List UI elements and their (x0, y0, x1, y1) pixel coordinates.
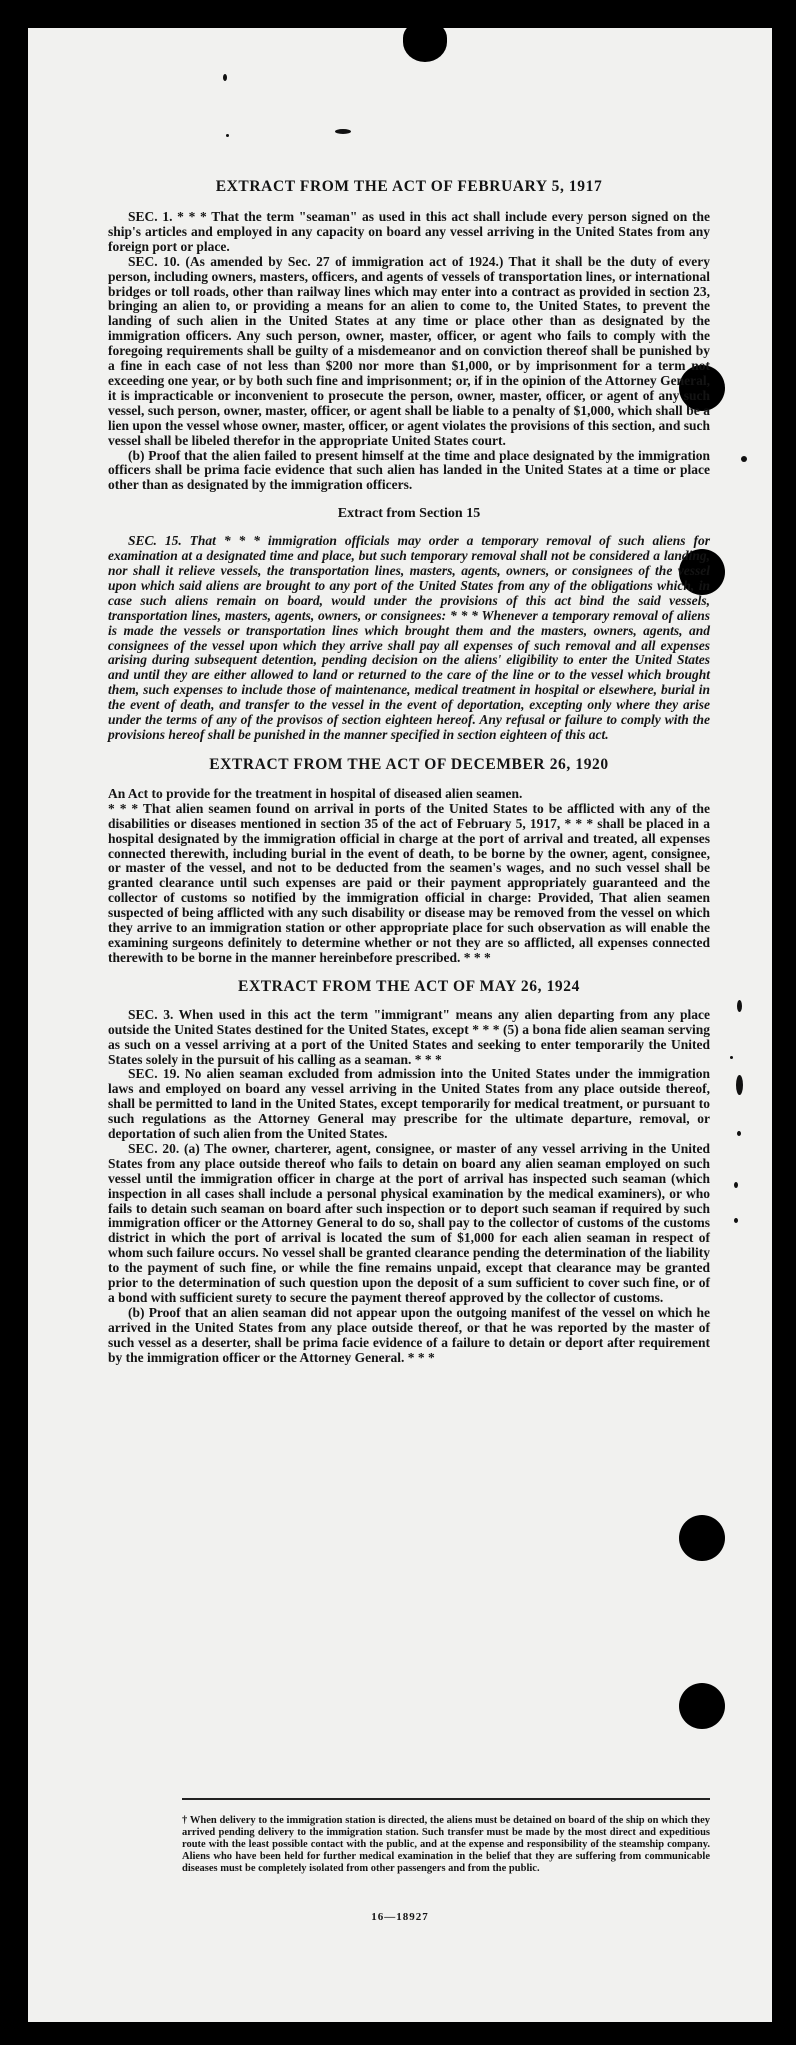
text-column (108, 178, 710, 1366)
footnote-text: † When delivery to the immigration station is directed, the aliens must be detained on board of the ship on which they arrived pending delivery to the immigration station. Such transfer must be made by the most direct and expeditious route with the least possible contact with the public, and at the expense and responsibility of the steamship company. Aliens who have been held for further medical examination in the belief that they are suffering from communicable diseases must be completely isolated from other passengers and from the public. (182, 1815, 710, 1874)
speck-mark (730, 1056, 733, 1059)
section-3-paragraph: SEC. 3. When used in this act the term "immigrant" means any alien departing from any place outside the United States destined for the United States, except * * * (5) a bona fide alien seaman serving as such on a vessel arriving at a port of the United States and seeking to enter temporarily the United States solely in the pursuit of his calling as a seaman. * * * (108, 1006, 710, 1067)
heading-act-feb-1917: EXTRACT FROM THE ACT OF FEBRUARY 5, 1917 (215, 178, 603, 195)
section-10-paragraph: SEC. 10. (As amended by Sec. 27 of immigration act of 1924.) That it shall be the duty of every person, including owners, masters, officers, and agents of vessels of transportation lines, or international bridges or toll roads, other than railway lines which may enter into a contract as provided in section 23, bringing an alien to, or providing a means for an alien to come to, the United States, to prevent the landing of such alien in the United States at any time or place other than as designated by the immigration officers. Any such person, owner, master, officer, or agent who fails to comply with the foregoing requirements shall be guilty of a misdemeanor and on conviction thereof shall be punished by a fine in each case of not less than $200 nor more than $1,000, or by imprisonment for a term not exceeding one year, or by both such fine and imprisonment; or, if in the opinion of the Attorney General, it is impracticable or inconvenient to prosecute the person, owner, master, officer, or agent of any such vessel, such person, owner, master, officer, or agent shall be liable to a penalty of $1,000, which shall be a lien upon the vessel whose owner, master, officer, or agent violates the provisions of this section, and such vessel shall be libeled therefor in the appropriate United States court. (108, 253, 710, 448)
speck-mark (737, 1000, 742, 1012)
heading-act-may-1924: EXTRACT FROM THE ACT OF MAY 26, 1924 (238, 977, 580, 995)
speck-mark (335, 129, 351, 134)
act-title-paragraph: An Act to provide for the treatment in hospital of diseased alien seamen. (108, 785, 523, 801)
section-20b-paragraph: (b) Proof that an alien seaman did not appear upon the outgoing manifest of the vessel on which he arrived in the United States from any place outside thereof, or that he was reported by the master of such vessel as a deserter, shall be prima facie evidence of a failure to detain or deport after requirement by the immigration officer or the Attorney General. * * * (108, 1304, 710, 1365)
section-15-paragraph: SEC. 15. That * * * immigration officials may order a temporary removal of such aliens for examination at a designated time and place, but such temporary removal shall not be considered a landing, nor shall it relieve vessels, the transportation lines, masters, agents, owners, or consignees of the vessel upon which said aliens are brought to any port of the United States from any of the obligations which, in case such aliens remain on board, would under the provisions of this act bind the said vessels, transportation lines, masters, agents, owners, or consignees: * * * Whenever a temporary removal of aliens is made the vessels or transportation lines which brought them and the masters, owners, agents, and consignees of the vessel upon which they arrive shall pay all expenses of such removal and all expenses arising during subsequent detention, pending decision on the aliens' eligibility to enter the United States and until they are either allowed to land or returned to the care of the line or to the vessel which brought them, such expenses to include those of maintenance, medical treatment in hospital or elsewhere, burial in the event of death, and transfer to the vessel in the event of deportation, excepting only where they arise under the terms of any of the provisos of section eighteen hereof. Any refusal or failure to comply with the provisions hereof shall be punished in the manner specified in section eighteen of this act. (108, 533, 710, 742)
speck-mark (737, 1131, 741, 1136)
heading-act-dec-1920: EXTRACT FROM THE ACT OF DECEMBER 26, 1920 (209, 755, 609, 773)
section-1-paragraph: SEC. 1. * * * That the term "seaman" as used in this act shall include every person signed on the ship's articles and employed in any capacity on board any vessel arriving in the United States from any foreign port or place. (108, 209, 710, 254)
speck-mark (741, 456, 747, 462)
binder-hole-top (403, 22, 447, 62)
speck-mark (223, 74, 227, 81)
document-page (28, 28, 772, 2022)
section-10b-paragraph: (b) Proof that the alien failed to present himself at the time and place designated by the immigration officers shall be prima facie evidence that such alien has landed in the United States at a time or place other than as designated by the immigration officers. (108, 447, 710, 493)
speck-mark (734, 1182, 738, 1188)
speck-mark (734, 1218, 738, 1223)
binder-hole-right (679, 1683, 725, 1729)
speck-mark (226, 134, 229, 137)
seamen-hospital-paragraph: * * * That alien seamen found on arrival in ports of the United States to be afflicted with any of the disabilities or diseases mentioned in section 35 of the act of February 5, 1917, * * * shall be placed in a hospital designated by the immigration official in charge at the port of arrival and treated, all expenses connected therewith, including burial in the event of death, to be borne by the owner, agent, consignee, or master of the vessel, and not to be deducted from the seamen's wages, and no such vessel shall be granted clearance until such expenses are paid or their payment appropriately guaranteed and the collector of customs so notified by the immigration official in charge: Provided, That alien seamen suspected of being afflicted with any such disability or disease may be removed from the vessel on which they arrive to an immigration station or other appropriate place for such observation as will enable the examining surgeons definitely to determine whether or not they are so afflicted, all expenses connected therewith to be borne in the manner hereinbefore prescribed. * * * (108, 800, 710, 965)
speck-mark (736, 1075, 743, 1095)
section-19-paragraph: SEC. 19. No alien seaman excluded from admission into the United States under the immigration laws and employed on board any vessel arriving in the United States from any place outside thereof, shall be permitted to land in the United States, except temporarily for medical treatment, or pursuant to such regulations as the Attorney General may prescribe for the ultimate departure, removal, or deportation of such alien from the United States. (108, 1066, 710, 1142)
section-20a-paragraph: SEC. 20. (a) The owner, charterer, agent, consignee, or master of any vessel arriving in the United States from any place outside thereof who fails to detain on board any alien seaman employed on such vessel until the immigration officer in charge at the port of arrival has inspected such seaman (which inspection in all cases shall include a personal physical examination by the medical examiners), or who fails to detain such seaman on board after such inspection or to deport such seaman if required by such immigration officer or the Attorney General to do so, shall pay to the collector of customs of the customs district in which the port of arrival is located the sum of $1,000 for each alien seaman in respect of whom such failure occurs. No vessel shall be granted clearance pending the determination of the liability to the payment of such fine, or while the fine remains unpaid, except that clearance may be granted prior to the determination of such question upon the deposit of a sum sufficient to cover such fine, or of a bond with sufficient surety to secure the payment thereof approved by the collector of customs. (108, 1140, 710, 1305)
page-code: 16—18927 (371, 1911, 429, 1923)
footnote-divider (182, 1798, 710, 1800)
binder-hole-right (679, 1515, 725, 1561)
heading-section-15: Extract from Section 15 (337, 506, 481, 522)
